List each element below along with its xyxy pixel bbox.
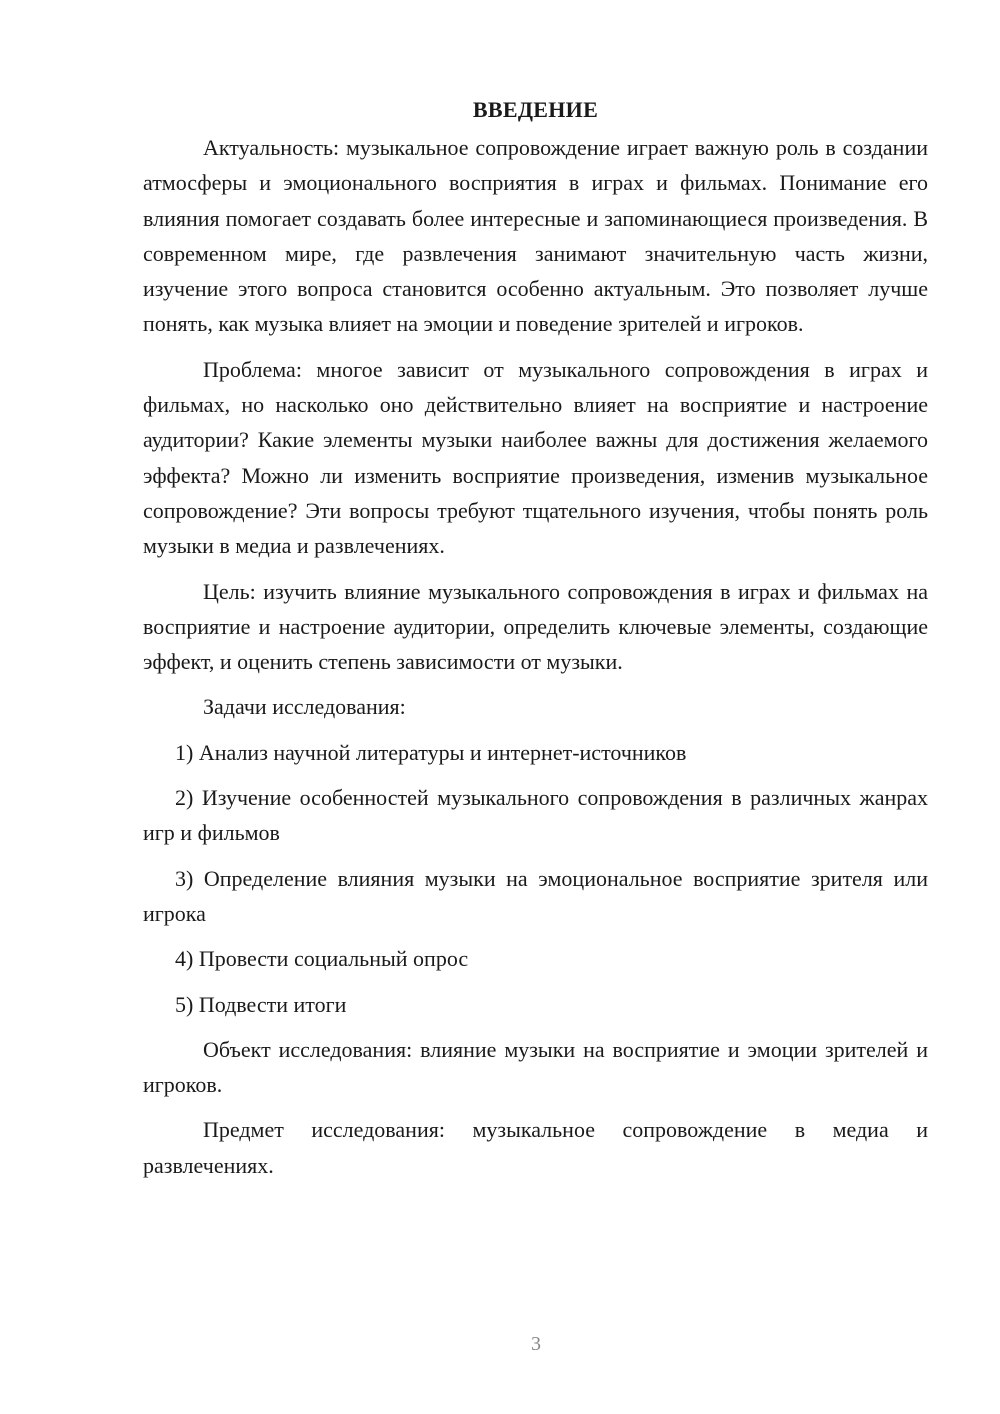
task-item-2: 2) Изучение особенностей музыкального сопровождения в различных жанрах игр и фильмов <box>143 785 928 846</box>
page-content <box>143 90 928 1183</box>
task-item-3: 3) Определение влияния музыки на эмоциональное восприятие зрителя или игрока <box>143 865 928 926</box>
object-paragraph: Объект исследования: влияние музыки на восприятие и эмоции зрителей и игроков. <box>143 1036 928 1098</box>
task-item-5: 5) Подвести итоги <box>175 991 347 1017</box>
goal-paragraph: Цель: изучить влияние музыкального сопровождения в играх и фильмах на восприятие и настроение аудитории, определить ключевые элементы, создающие эффект, и оценить степень зависимости от музыки. <box>143 578 928 675</box>
problem-paragraph: Проблема: многое зависит от музыкального сопровождения в играх и фильмах, но насколько оно действительно влияет на восприятие и настроение аудитории? Какие элементы музыки наиболее важны для достижения желаемого эффекта? Можно ли изменить восприятие произведения, изменив музыкальное сопровождение? Эти вопросы требуют тщательного изучения, чтобы понять роль музыки в медиа и развлечениях. <box>143 356 928 559</box>
page-number: 3 <box>531 1333 541 1355</box>
page-title: ВВЕДЕНИЕ <box>472 97 599 122</box>
subject-paragraph: Предмет исследования: музыкальное сопровождение в медиа и развлечениях. <box>143 1117 928 1178</box>
task-item-1: 1) Анализ научной литературы и интернет-источников <box>175 739 687 765</box>
task-item-4: 4) Провести социальный опрос <box>175 946 469 972</box>
relevance-paragraph: Актуальность: музыкальное сопровождение играет важную роль в создании атмосферы и эмоционального восприятия в играх и фильмах. Понимание его влияния помогает создавать более интересные и запоминающиеся произведения. В современном мире, где развлечения занимают значительную часть жизни, изучение этого вопроса становится особенно актуальным. Это позволяет лучше понять, как музыка влияет на эмоции и поведение зрителей и игроков. <box>143 135 928 337</box>
tasks-heading: Задачи исследования: <box>203 694 406 720</box>
